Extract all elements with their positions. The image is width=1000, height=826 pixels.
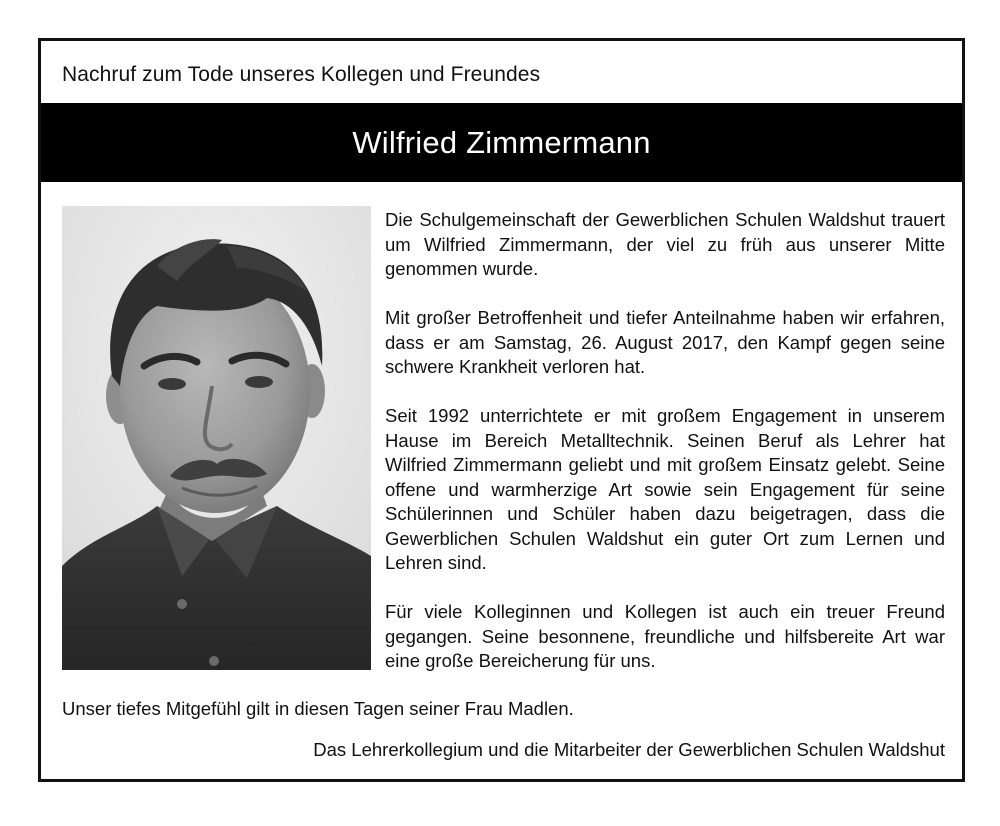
name-banner bbox=[41, 103, 962, 182]
notice-headline: Nachruf zum Tode unseres Kollegen und Freundes bbox=[62, 63, 541, 86]
portrait-photo bbox=[62, 206, 371, 670]
paragraph-3: Seit 1992 unterrichtete er mit großem Engagement in unserem Hause im Bereich Metalltechnik. Seinen Beruf als Lehrer hat Wilfried Zimmermann geliebt und mit großem Einsatz gelebt. Seine offene und warmherzige Art sowie sein Engagement für seine Schülerinnen und Schüler haben dazu beigetragen, dass die Gewerblichen Schulen Waldshut ein guter Ort zum Lernen und Lehren sind. bbox=[385, 405, 945, 573]
paragraph-4: Für viele Kolleginnen und Kollegen ist auch ein treuer Freund gegangen. Seine besonnene, freundliche und hilfsbereite Art war eine große Bereicherung für uns. bbox=[385, 601, 945, 671]
obituary-notice bbox=[38, 38, 965, 782]
deceased-name: Wilfried Zimmermann bbox=[352, 124, 651, 160]
paragraph-2: Mit großer Betroffenheit und tiefer Anteilnahme haben wir erfahren, dass er am Samstag, 26. August 2017, den Kampf gegen seine schwere Krankheit verloren hat. bbox=[385, 307, 945, 377]
signature-line: Das Lehrerkollegium und die Mitarbeiter der Gewerblichen Schulen Waldshut bbox=[313, 739, 945, 760]
condolence-line: Unser tiefes Mitgefühl gilt in diesen Tagen seiner Frau Madlen. bbox=[62, 698, 574, 719]
paragraph-1: Die Schulgemeinschaft der Gewerblichen Schulen Waldshut trauert um Wilfried Zimmermann, der viel zu früh aus unserer Mitte genommen wurde. bbox=[385, 209, 945, 279]
obituary-text bbox=[385, 208, 945, 674]
